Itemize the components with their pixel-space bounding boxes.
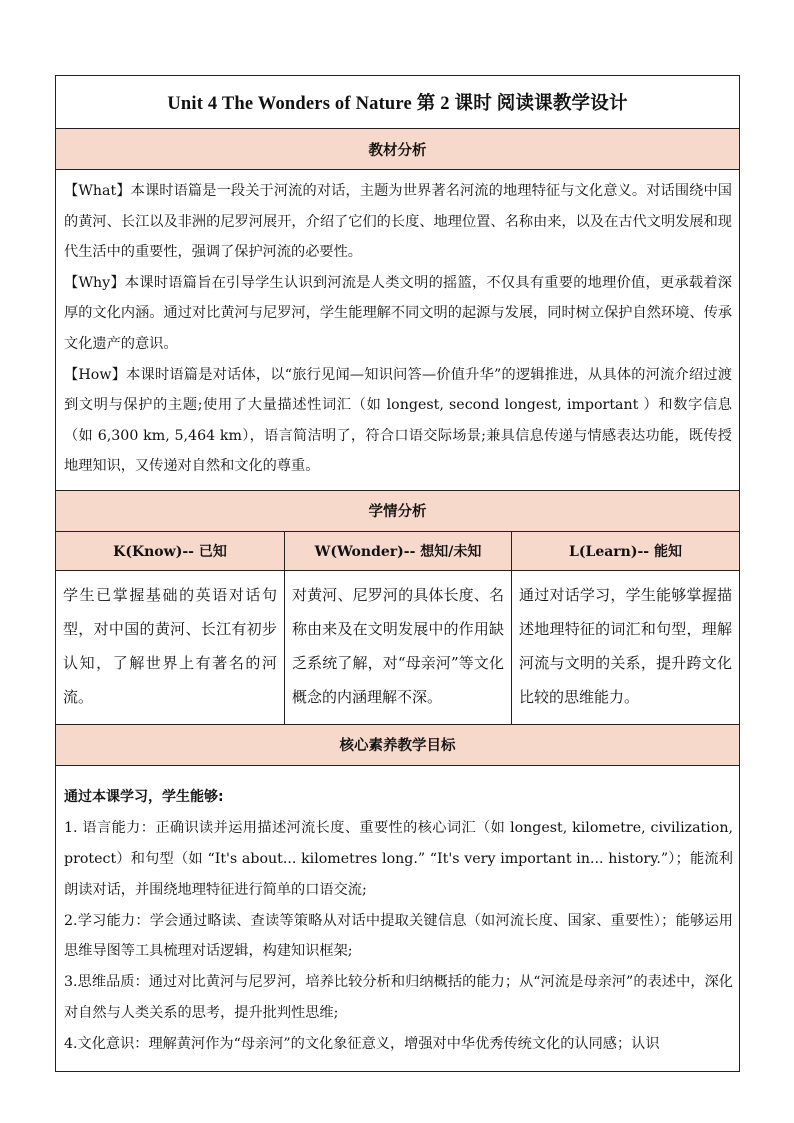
document-title: Unit 4 The Wonders of Nature 第 2 课时 阅读课教学设计 — [56, 76, 740, 129]
goal-culture: 4.文化意识：理解黄河作为“母亲河”的文化象征意义，增强对中华优秀传统文化的认同感；认识 — [64, 1035, 660, 1052]
kwl-wonder-cell — [285, 570, 512, 724]
lesson-plan-table — [55, 75, 740, 1072]
goals-intro: 通过本课学习，学生能够: — [64, 789, 224, 806]
core-goals-body — [56, 765, 740, 1071]
learner-analysis-heading: 学情分析 — [56, 490, 740, 531]
goal-language: 1. 语言能力：正确识读并运用描述河流长度、重要性的核心词汇（如 longest, kilometre, civilization, protect）和句型（如 “It's about... kilometres long.” “It's very important in... history.”）；能流利朗读对话，并围绕地理特征进行简单的口语交流; — [64, 820, 733, 898]
kwl-know-text: 学生已掌握基础的英语对话句型，对中国的黄河、长江有初步认知，了解世界上有著名的河流。 — [63, 585, 277, 706]
core-goals-heading: 核心素养教学目标 — [56, 724, 740, 765]
kwl-know-cell — [56, 570, 285, 724]
why-paragraph: 【Why】本课时语篇旨在引导学生认识到河流是人类文明的摇篮，不仅具有重要的地理价值，更承载着深厚的文化内涵。通过对比黄河与尼罗河，学生能理解不同文明的起源与发展，同时树立保护自然环境、传承文化遗产的意识。 — [64, 274, 732, 352]
kwl-wonder-text: 对黄河、尼罗河的具体长度、名称由来及在文明发展中的作用缺乏系统了解，对“母亲河”等文化概念的内涵理解不深。 — [292, 585, 504, 706]
material-analysis-heading: 教材分析 — [56, 129, 740, 170]
kwl-learn-header: L(Learn)-- 能知 — [512, 531, 740, 570]
what-paragraph: 【What】本课时语篇是一段关于河流的对话，主题为世界著名河流的地理特征与文化意义。对话围绕中国的黄河、长江以及非洲的尼罗河展开，介绍了它们的长度、地理位置、名称由来，以及在古代文明发展和现代生活中的重要性，强调了保护河流的必要性。 — [64, 183, 732, 261]
kwl-learn-cell — [512, 570, 740, 724]
goal-learning: 2.学习能力：学会通过略读、查读等策略从对话中提取关键信息（如河流长度、国家、重要性）；能够运用思维导图等工具梳理对话逻辑，构建知识框架; — [64, 912, 733, 960]
kwl-learn-text: 通过对话学习，学生能够掌握描述地理特征的词汇和句型，理解河流与文明的关系，提升跨文化比较的思维能力。 — [519, 585, 732, 706]
goal-thinking: 3.思维品质：通过对比黄河与尼罗河，培养比较分析和归纳概括的能力；从“河流是母亲河”的表述中，深化对自然与人类关系的思考，提升批判性思维; — [64, 974, 733, 1021]
how-paragraph: 【How】本课时语篇是对话体，以“旅行见闻—知识问答—价值升华”的逻辑推进，从具体的河流介绍过渡到文明与保护的主题;使用了大量描述性词汇（如 longest, second longest, important ）和数字信息（如 6,300 km, 5,464 km），语言简洁明了，符合口语交际场景;兼具信息传递与情感表达功能，既传授地理知识，又传递对自然和文化的尊重。 — [64, 366, 732, 475]
material-analysis-body — [56, 170, 740, 491]
kwl-know-header: K(Know)-- 已知 — [56, 531, 285, 570]
kwl-wonder-header: W(Wonder)-- 想知/未知 — [285, 531, 512, 570]
